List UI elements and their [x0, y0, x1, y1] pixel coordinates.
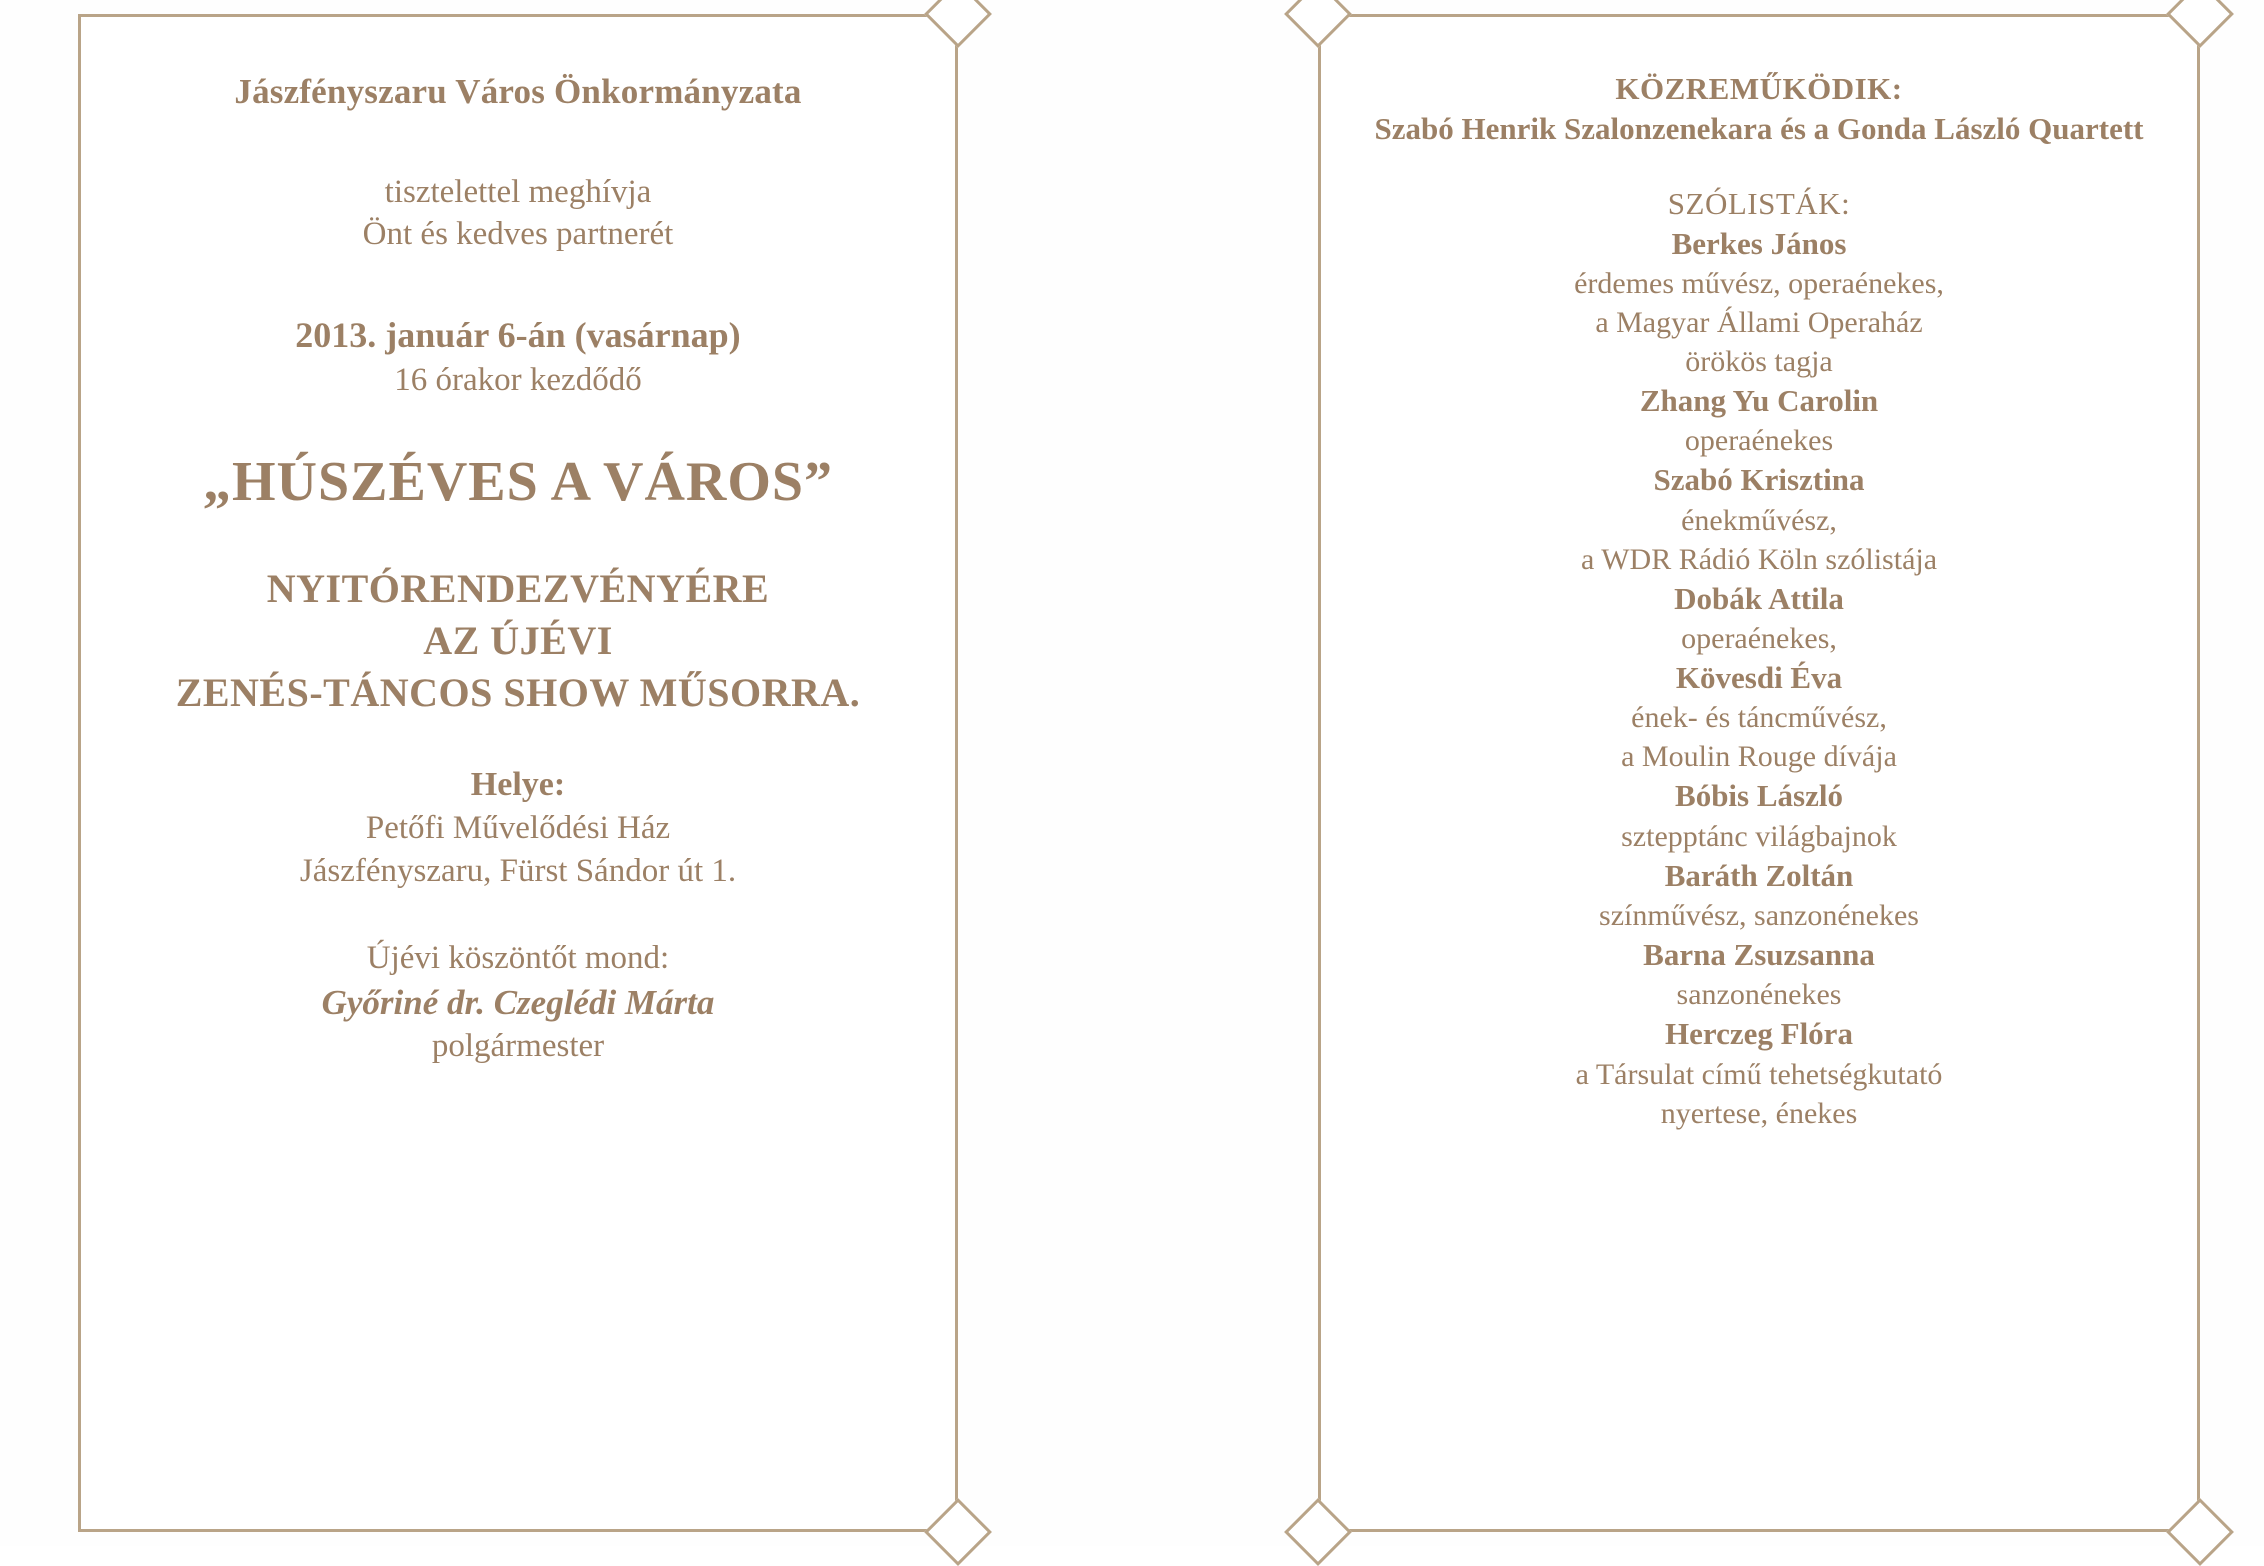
soloist-description-line: nyertese, énekes — [1660, 1096, 1858, 1130]
performers-band: Szabó Henrik Szalonzenekara és a Gonda László Quartett — [1374, 111, 2144, 147]
greeting-name: Győriné dr. Czeglédi Márta — [321, 982, 715, 1022]
venue-line-1: Petőfi Művelődési Ház — [365, 809, 671, 846]
soloist-description-line: a Moulin Rouge dívája — [1621, 740, 1897, 774]
corner-notch-bottom-right-2 — [2166, 1498, 2234, 1566]
soloist-description-line: örökös tagja — [1685, 345, 1833, 379]
soloist-name: Berkes János — [1671, 225, 1847, 261]
corner-notch-bottom-left — [1284, 1498, 1352, 1566]
soloist-name: Szabó Krisztina — [1653, 462, 1865, 498]
soloist-description-line: operaénekes, — [1681, 622, 1837, 656]
soloist-description-line: énekművész, — [1681, 503, 1837, 537]
event-title: „HÚSZÉVES A VÁROS” — [202, 450, 834, 513]
left-card-content — [81, 17, 955, 1068]
venue-line-2: Jászfényszaru, Fürst Sándor út 1. — [299, 852, 737, 889]
soloist-list — [1347, 224, 2171, 1133]
invitation-card-right — [1318, 14, 2200, 1532]
soloist-name: Barna Zsuzsanna — [1643, 936, 1875, 972]
soloist-description-line: operaénekes — [1684, 424, 1834, 458]
soloist-name: Bóbis László — [1675, 778, 1843, 814]
soloist-description-line: a WDR Rádió Köln szólistája — [1580, 542, 1938, 576]
event-time: 16 órakor kezdődő — [394, 362, 642, 399]
soloists-label: SZÓLISTÁK: — [1667, 185, 1851, 221]
event-subtitle-2: AZ ÚJÉVI — [423, 617, 613, 663]
soloist-name: Zhang Yu Carolin — [1639, 383, 1879, 419]
soloist-description-line: színművész, sanzonénekes — [1599, 898, 1919, 932]
greeting-role: polgármester — [431, 1028, 605, 1065]
soloist-name: Kövesdi Éva — [1675, 660, 1843, 696]
invitation-card-left — [78, 14, 958, 1532]
event-date: 2013. január 6-án (vasárnap) — [295, 315, 741, 356]
corner-notch-bottom-right — [924, 1498, 992, 1566]
soloist-description-line: sztepptánc világbajnok — [1621, 819, 1897, 853]
performers-label: KÖZREMŰKÖDIK: — [1615, 71, 1903, 106]
right-card-content — [1321, 17, 2197, 1133]
soloist-name: Dobák Attila — [1674, 580, 1844, 616]
soloist-name: Herczeg Flóra — [1665, 1016, 1853, 1052]
soloist-description-line: a Magyar Állami Operaház — [1595, 306, 1923, 340]
event-subtitle-1: NYITÓRENDEZVÉNYÉRE — [266, 565, 770, 611]
event-subtitle-3: ZENÉS-TÁNCOS SHOW MŰSORRA. — [175, 669, 861, 715]
soloist-name: Baráth Zoltán — [1664, 857, 1854, 893]
soloist-description-line: a Társulat című tehetségkutató — [1575, 1057, 1943, 1091]
organizer-line: Jászfényszaru Város Önkormányzata — [234, 72, 802, 111]
greeting-label: Újévi köszöntőt mond: — [366, 939, 670, 976]
invite-line-1: tisztelettel meghívja — [384, 173, 652, 210]
invite-line-2: Önt és kedves partnerét — [362, 216, 674, 253]
soloist-description-line: sanzonénekes — [1676, 978, 1842, 1012]
soloist-description-line: érdemes művész, operaénekes, — [1574, 267, 1944, 301]
venue-label: Helye: — [470, 765, 566, 803]
soloist-description-line: ének- és táncművész, — [1631, 701, 1887, 735]
